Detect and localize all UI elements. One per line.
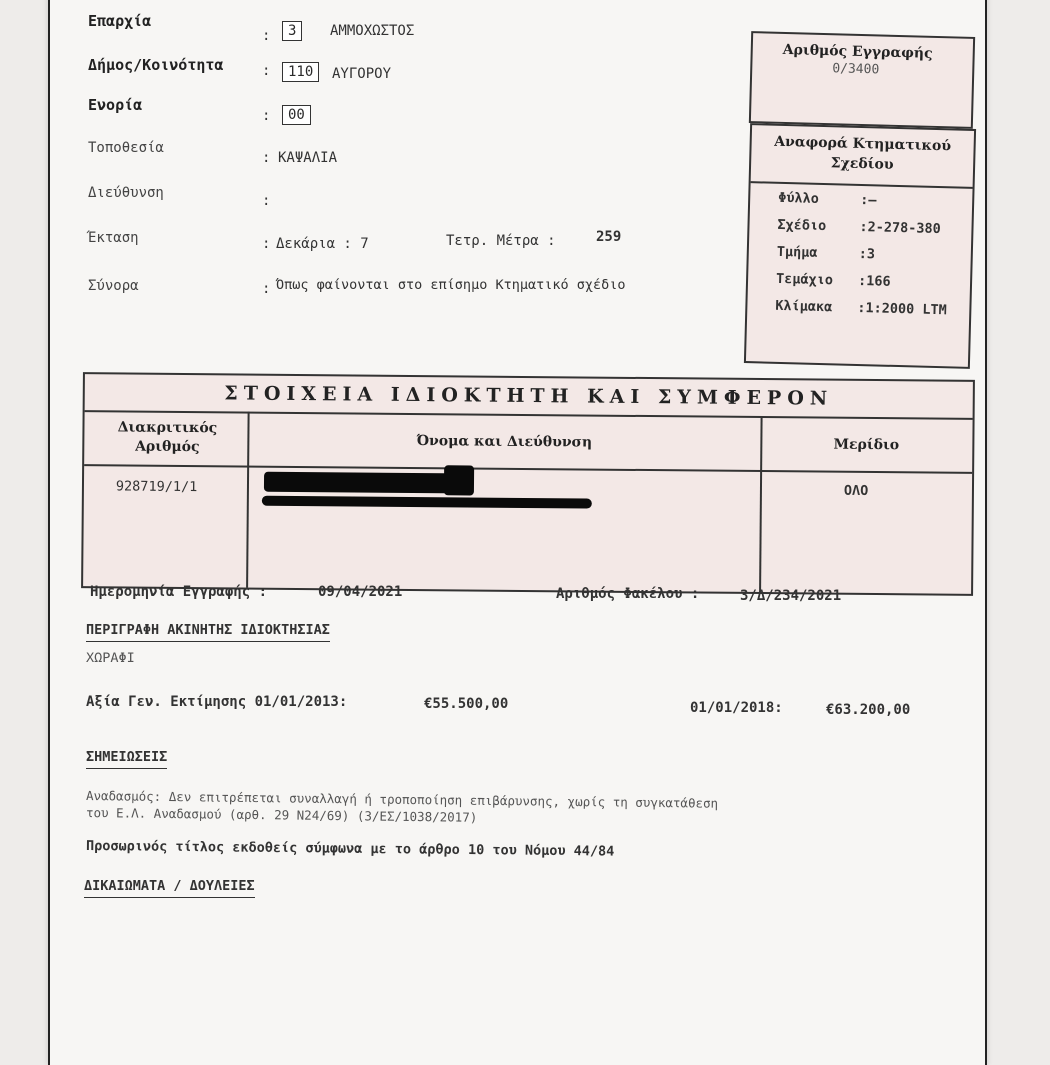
valuation-2018: €63.200,00 [826,702,911,718]
cadastral-row-label: Κλίμακα [775,297,833,316]
valuation-label: Αξία Γεν. Εκτίμησης 01/01/2013: [86,694,348,710]
cadastral-reference-box [744,123,976,369]
cadastral-row-label: Τεμάχιο [775,270,834,289]
enoria-code: 00 [282,104,311,125]
registration-number-value: 0/3400 [832,61,880,78]
tetr-metra-value: 259 [596,229,622,245]
col-header-id: Διακριτικός Αριθμός [117,419,218,456]
enoria-colon: : [262,108,271,124]
property-description-title: ΠΕΡΙΓΡΑΦΗ ΑΚΙΝΗΤΗΣ ΙΔΙΟΚΤΗΣΙΑΣ [86,622,330,642]
col-divider-2 [759,416,763,592]
cadastral-divider [751,181,973,189]
dimos-name: ΑΥΓΟΡΟΥ [332,66,392,82]
valuation-2013: €55.500,00 [424,696,509,712]
dekaria-value: Δεκάρια : 7 [276,236,369,252]
rights-title: ΔΙΚΑΙΩΜΑΤΑ / ΔΟΥΛΕΙΕΣ [84,878,255,898]
enoria-label: Ενορία [88,96,143,114]
notes-line-2: του Ε.Λ. Αναδασμού (αρθ. 29 Ν24/69) (3/ΕΣ/1038/2017) [85,805,478,825]
cadastral-row-label: Τμήμα [776,243,818,261]
owners-table [81,372,975,596]
cadastral-row-value: :3 [858,245,876,263]
synora-label: Σύνορα [88,278,139,294]
registration-number-title: Αριθμός Εγγραφής [782,41,933,62]
eparchia-name: ΑΜΜΟΧΩΣΤΟΣ [330,23,415,39]
file-number-label: Αριθμός Φακέλου : [556,586,700,602]
notes-title: ΣΗΜΕΙΩΣΕΙΣ [86,749,167,769]
registration-date-label: Ημερομηνία Εγγραφής : [90,584,268,600]
registration-number-box [749,31,975,129]
temporary-title-note: Προσωρινός τίτλος εκδοθείς σύμφωνα με το άρθρο 10 του Νόμου 44/84 [85,838,615,860]
property-description-value: ΧΩΡΑΦΙ [86,650,135,666]
col-divider-1 [246,412,250,588]
dimos-colon: : [262,63,271,79]
redacted-owner-address [262,496,592,509]
cadastral-row-label: Σχέδιο [777,216,827,235]
cadastral-row-value: :— [859,191,877,209]
ektasi-colon: : [262,236,271,252]
cadastral-reference-title: Αναφορά Κτηματικού Σχεδίου [774,133,952,173]
owner-share: ΟΛΟ [843,482,869,499]
topothesia-value: ΚΑΨΑΛΙΑ [278,150,338,166]
notes-line-1: Αναδασμός: Δεν επιτρέπεται συναλλαγή ή τροποποίηση επιβάρυνσης, χωρίς τη συγκατάθεση [85,788,719,811]
file-number-value: 3/Δ/234/2021 [740,588,842,604]
redacted-owner-name [264,472,464,494]
topothesia-label: Τοποθεσία [88,140,164,156]
header-row-divider [84,464,972,474]
cadastral-row-value: :1:2000 LTM [857,299,947,319]
eparchia-colon: : [262,28,271,44]
dieuthynsi-label: Διεύθυνση [88,185,164,201]
dieuthynsi-colon: : [262,193,271,209]
valuation-2018-label: 01/01/2018: [690,700,783,716]
synora-colon: : [262,281,271,297]
tetr-metra-label: Τετρ. Μέτρα : [446,233,556,249]
cadastral-row-value: :166 [857,272,891,290]
owner-id: 928719/1/1 [115,478,198,496]
dimos-label: Δήμος/Κοινότητα [88,56,224,74]
col-header-share: Μερίδιο [833,436,900,454]
topothesia-colon: : [262,150,271,166]
dimos-code: 110 [282,61,319,82]
title-deed-page [48,0,987,1065]
synora-value: Όπως φαίνονται στο επίσημο Κτηματικό σχέδιο [276,277,626,293]
ektasi-label: Έκταση [88,230,139,246]
redacted-owner-name-mark [444,465,474,495]
owners-table-title: ΣΤΟΙΧΕΙΑ ΙΔΙΟΚΤΗΤΗ ΚΑΙ ΣΥΜΦΕΡΟΝ [85,374,973,420]
eparchia-code: 3 [282,20,302,41]
eparchia-label: Επαρχία [88,12,152,30]
registration-date-value: 09/04/2021 [318,584,403,600]
col-header-name: Όνομα και Διεύθυνση [416,433,593,451]
cadastral-row-label: Φύλλο [778,189,820,207]
cadastral-row-value: :2-278-380 [859,218,941,238]
